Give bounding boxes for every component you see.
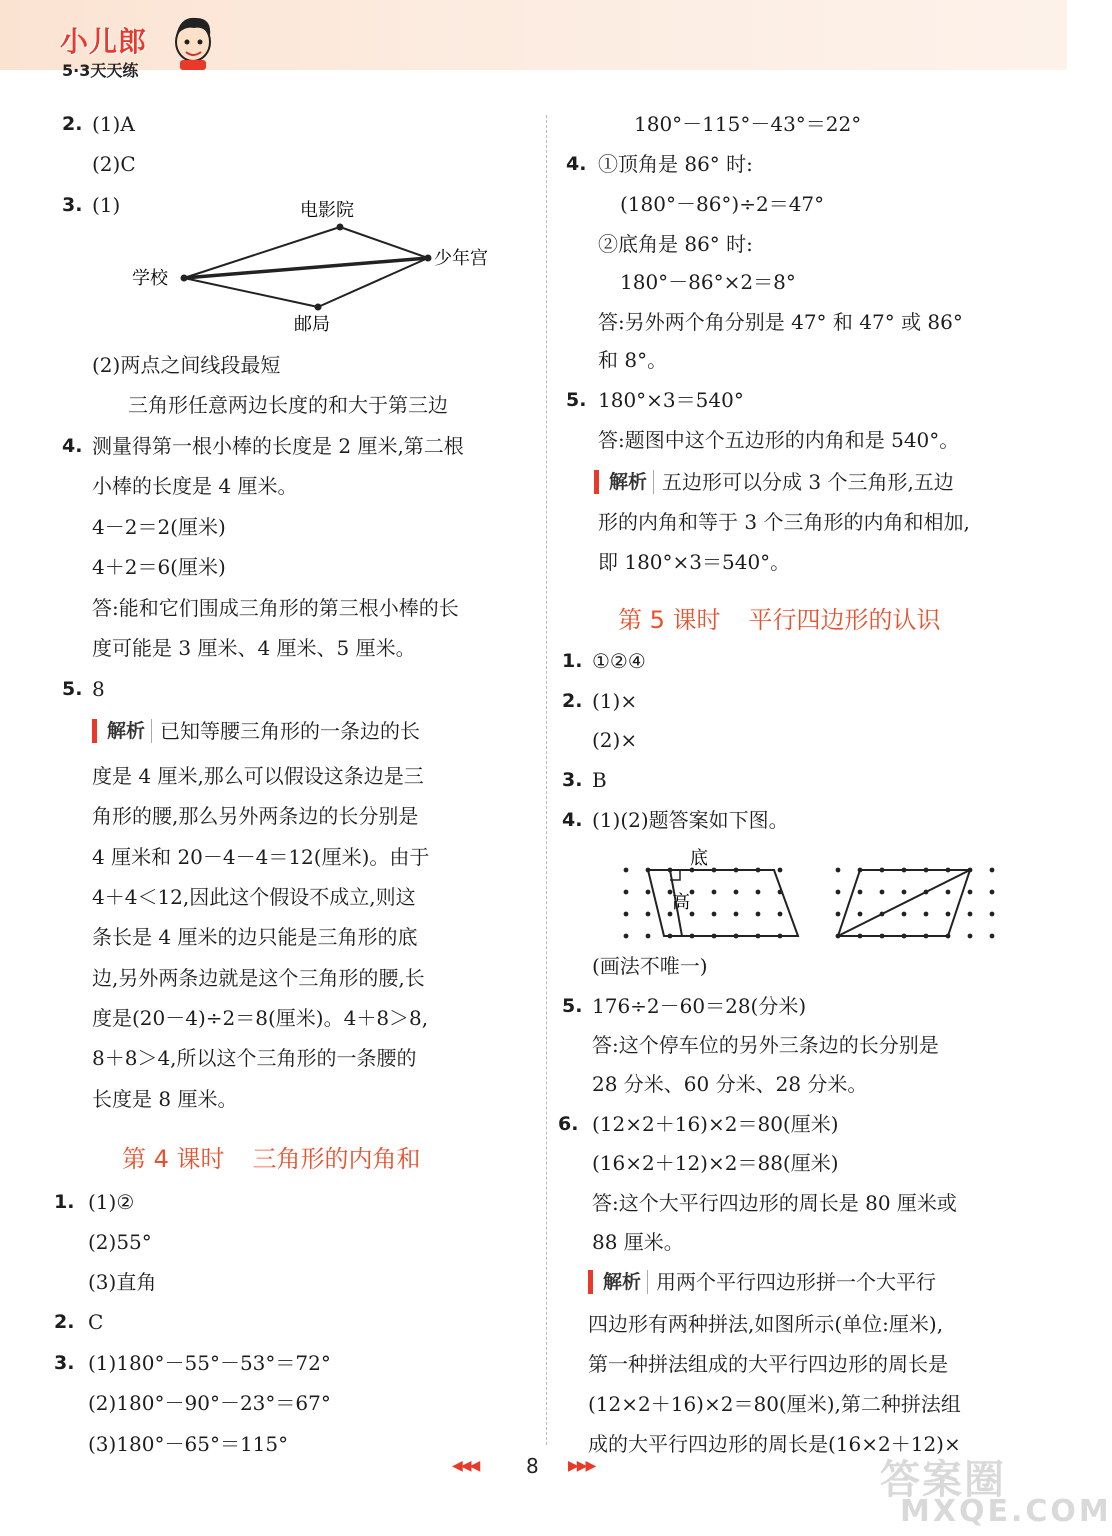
answer-line: 88 厘米。 — [592, 1230, 684, 1254]
grid-dot — [968, 890, 973, 895]
grid-dot — [756, 912, 761, 917]
question-number: 1. — [562, 650, 583, 672]
answer-line: 180°－115°－43°＝22° — [634, 112, 862, 136]
section-title — [618, 605, 941, 635]
analysis-line: 度是 4 厘米,那么可以假设这条边是三 — [92, 764, 424, 788]
analysis-tag: 解析 — [92, 719, 152, 743]
answer-line: 4－2＝2(厘米) — [92, 515, 226, 539]
answer-line: (画法不唯一) — [592, 954, 708, 978]
answer-line: (3)180°－65°＝115° — [88, 1432, 289, 1456]
answer-line: 度可能是 3 厘米、4 厘米、5 厘米。 — [92, 636, 416, 660]
section-title — [122, 1144, 421, 1174]
grid-dot — [624, 934, 629, 939]
series-name: 5·3天天练 — [62, 61, 139, 80]
grid-dot — [902, 912, 907, 917]
grid-dot — [836, 890, 841, 895]
section-name: 平行四边形的认识 — [748, 606, 941, 634]
answer-line: 答:这个大平行四边形的周长是 80 厘米或 — [592, 1191, 957, 1215]
mascot-icon — [170, 14, 216, 72]
grid-dot — [990, 934, 995, 939]
label-post-office: 邮局 — [294, 314, 330, 335]
analysis-text: 用两个平行四边形拼一个大平行 — [656, 1270, 937, 1294]
grid-dot — [646, 912, 651, 917]
answer-line: C — [88, 1310, 104, 1334]
question-number: 2. — [62, 113, 83, 135]
grid-dot — [990, 912, 995, 917]
section-number: 第 4 课时 — [122, 1145, 225, 1173]
analysis-tag: 解析 — [594, 470, 654, 494]
label-cinema: 电影院 — [300, 200, 354, 221]
answer-line: 答:这个停车位的另外三条边的长分别是 — [592, 1033, 939, 1057]
answer-line: (2)C — [92, 152, 136, 176]
analysis-line: 长度是 8 厘米。 — [92, 1087, 238, 1111]
page-number: 8 — [526, 1454, 539, 1478]
analysis-tag: 解析 — [588, 1270, 648, 1294]
analysis-line: 4 厘米和 20－4－4＝12(厘米)。由于 — [92, 845, 430, 869]
analysis-line: 成的大平行四边形的周长是(16×2＋12)× — [588, 1432, 961, 1456]
grid-dot — [778, 912, 783, 917]
grid-dot — [968, 912, 973, 917]
answer-line: (12×2＋16)×2＝80(厘米) — [592, 1112, 839, 1136]
analysis-text: 已知等腰三角形的一条边的长 — [160, 719, 421, 743]
question-number: 4. — [62, 435, 83, 457]
section-name: 三角形的内角和 — [252, 1145, 421, 1173]
grid-dot — [624, 890, 629, 895]
answer-line: 答:能和它们围成三角形的第三根小棒的长 — [92, 596, 459, 620]
section-number: 第 5 课时 — [618, 606, 721, 634]
question-number: 1. — [54, 1191, 75, 1213]
answer-line: 180°×3＝540° — [598, 388, 744, 412]
answer-line: 答:另外两个角分别是 47° 和 47° 或 86° — [598, 310, 963, 334]
grid-dot — [690, 912, 695, 917]
analysis-line — [588, 1268, 936, 1296]
answer-line: B — [592, 768, 607, 792]
grid-dot — [734, 912, 739, 917]
analysis-line: 8＋8＞4,所以这个三角形的一条腰的 — [92, 1046, 417, 1070]
answer-line: 8 — [92, 677, 105, 701]
answer-line: (1) — [92, 193, 121, 217]
answer-line: 4＋2＝6(厘米) — [92, 555, 226, 579]
grid-dot — [646, 890, 651, 895]
answer-line: (3)直角 — [88, 1270, 157, 1294]
answer-line: (1)× — [592, 689, 638, 713]
answer-line: (1)(2)题答案如下图。 — [592, 808, 789, 832]
question-number: 3. — [62, 194, 83, 216]
grid-dot — [946, 912, 951, 917]
grid-dot — [902, 890, 907, 895]
grid-dot — [624, 912, 629, 917]
brand-name: 小儿郎 — [60, 25, 148, 58]
grid-dot — [646, 934, 651, 939]
answer-line: 答:题图中这个五边形的内角和是 540°。 — [598, 428, 960, 452]
grid-dot — [924, 912, 929, 917]
analysis-line: (12×2＋16)×2＝80(厘米),第二种拼法组 — [588, 1392, 961, 1416]
answer-line: 28 分米、60 分米、28 分米。 — [592, 1072, 868, 1096]
grid-dot — [990, 868, 995, 873]
grid-dot — [712, 912, 717, 917]
label-school: 学校 — [132, 268, 168, 289]
grid-dot — [858, 890, 863, 895]
question-number: 4. — [562, 809, 583, 831]
question-number: 4. — [566, 153, 587, 175]
column-divider — [546, 115, 547, 1445]
answer-line: ①②④ — [592, 649, 646, 673]
watermark-url: MXQE.COM — [900, 1494, 1112, 1529]
answer-line: 三角形任意两边长度的和大于第三边 — [128, 393, 448, 417]
grid-dot — [756, 890, 761, 895]
question-number: 3. — [54, 1352, 75, 1374]
answer-line: ①顶角是 86° 时: — [598, 152, 753, 176]
question-number: 5. — [62, 678, 83, 700]
analysis-line: 即 180°×3＝540°。 — [598, 550, 791, 574]
grid-dot — [778, 868, 783, 873]
answer-line: (1)② — [88, 1190, 135, 1214]
grid-dot — [946, 890, 951, 895]
answer-line: (2)两点之间线段最短 — [92, 353, 281, 377]
grid-dot — [836, 912, 841, 917]
answer-line: 和 8°。 — [598, 348, 668, 372]
grid-dot — [690, 890, 695, 895]
question-number: 2. — [54, 1311, 75, 1333]
answer-line: (2)× — [592, 728, 638, 752]
analysis-text: 五边形可以分成 3 个三角形,五边 — [662, 470, 954, 494]
answer-line: 180°－86°×2＝8° — [620, 270, 796, 294]
analysis-line: 4＋4＜12,因此这个假设不成立,则这 — [92, 885, 416, 909]
right-arrows-icon: ▶▶▶ — [568, 1458, 595, 1474]
analysis-line: 角形的腰,那么另外两条边的长分别是 — [92, 804, 419, 828]
question-number: 5. — [562, 995, 583, 1017]
grid-dot — [880, 890, 885, 895]
grid-dot — [990, 890, 995, 895]
grid-dot — [836, 868, 841, 873]
question-number: 3. — [562, 769, 583, 791]
analysis-line — [92, 717, 420, 745]
analysis-line: 四边形有两种拼法,如图所示(单位:厘米), — [588, 1312, 944, 1336]
label-height: 高 — [672, 892, 690, 913]
answer-line: ②底角是 86° 时: — [598, 232, 753, 256]
analysis-line — [594, 468, 954, 496]
logo — [60, 20, 220, 90]
watermark-logo: 答案圈 — [880, 1457, 1006, 1503]
answer-line: (180°－86°)÷2＝47° — [620, 192, 825, 216]
question-number: 2. — [562, 690, 583, 712]
diagonal-line — [838, 870, 970, 936]
answer-line: (1)A — [92, 112, 135, 136]
analysis-line: 条长是 4 厘米的边只能是三角形的底 — [92, 925, 418, 949]
answer-line: (2)55° — [88, 1230, 152, 1254]
left-arrows-icon: ◀◀◀ — [452, 1458, 479, 1474]
grid-dot — [734, 890, 739, 895]
grid-dot — [968, 934, 973, 939]
answer-line: (2)180°－90°－23°＝67° — [88, 1391, 331, 1415]
parallelogram-dot-grid — [610, 842, 1010, 948]
question-number: 6. — [558, 1113, 579, 1135]
page-footer — [440, 1454, 630, 1484]
label-base: 底 — [690, 848, 708, 869]
analysis-line: 边,另外两条边就是这个三角形的腰,长 — [92, 966, 425, 990]
answer-line: 176÷2－60＝28(分米) — [592, 994, 807, 1018]
analysis-line: 形的内角和等于 3 个三角形的内角和相加, — [598, 510, 970, 534]
label-palace: 少年宫 — [434, 248, 488, 269]
analysis-line: 第一种拼法组成的大平行四边形的周长是 — [588, 1352, 948, 1376]
analysis-line: 度是(20－4)÷2＝8(厘米)。4＋8＞8, — [92, 1006, 429, 1030]
grid-dot — [712, 890, 717, 895]
answer-line: 测量得第一根小棒的长度是 2 厘米,第二根 — [92, 434, 464, 458]
route-diagram — [132, 192, 512, 342]
question-number: 5. — [566, 389, 587, 411]
answer-line: (16×2＋12)×2＝88(厘米) — [592, 1151, 839, 1175]
answer-line: 小棒的长度是 4 厘米。 — [92, 474, 298, 498]
grid-dot — [624, 868, 629, 873]
grid-dot — [858, 912, 863, 917]
answer-line: (1)180°－55°－53°＝72° — [88, 1351, 331, 1375]
